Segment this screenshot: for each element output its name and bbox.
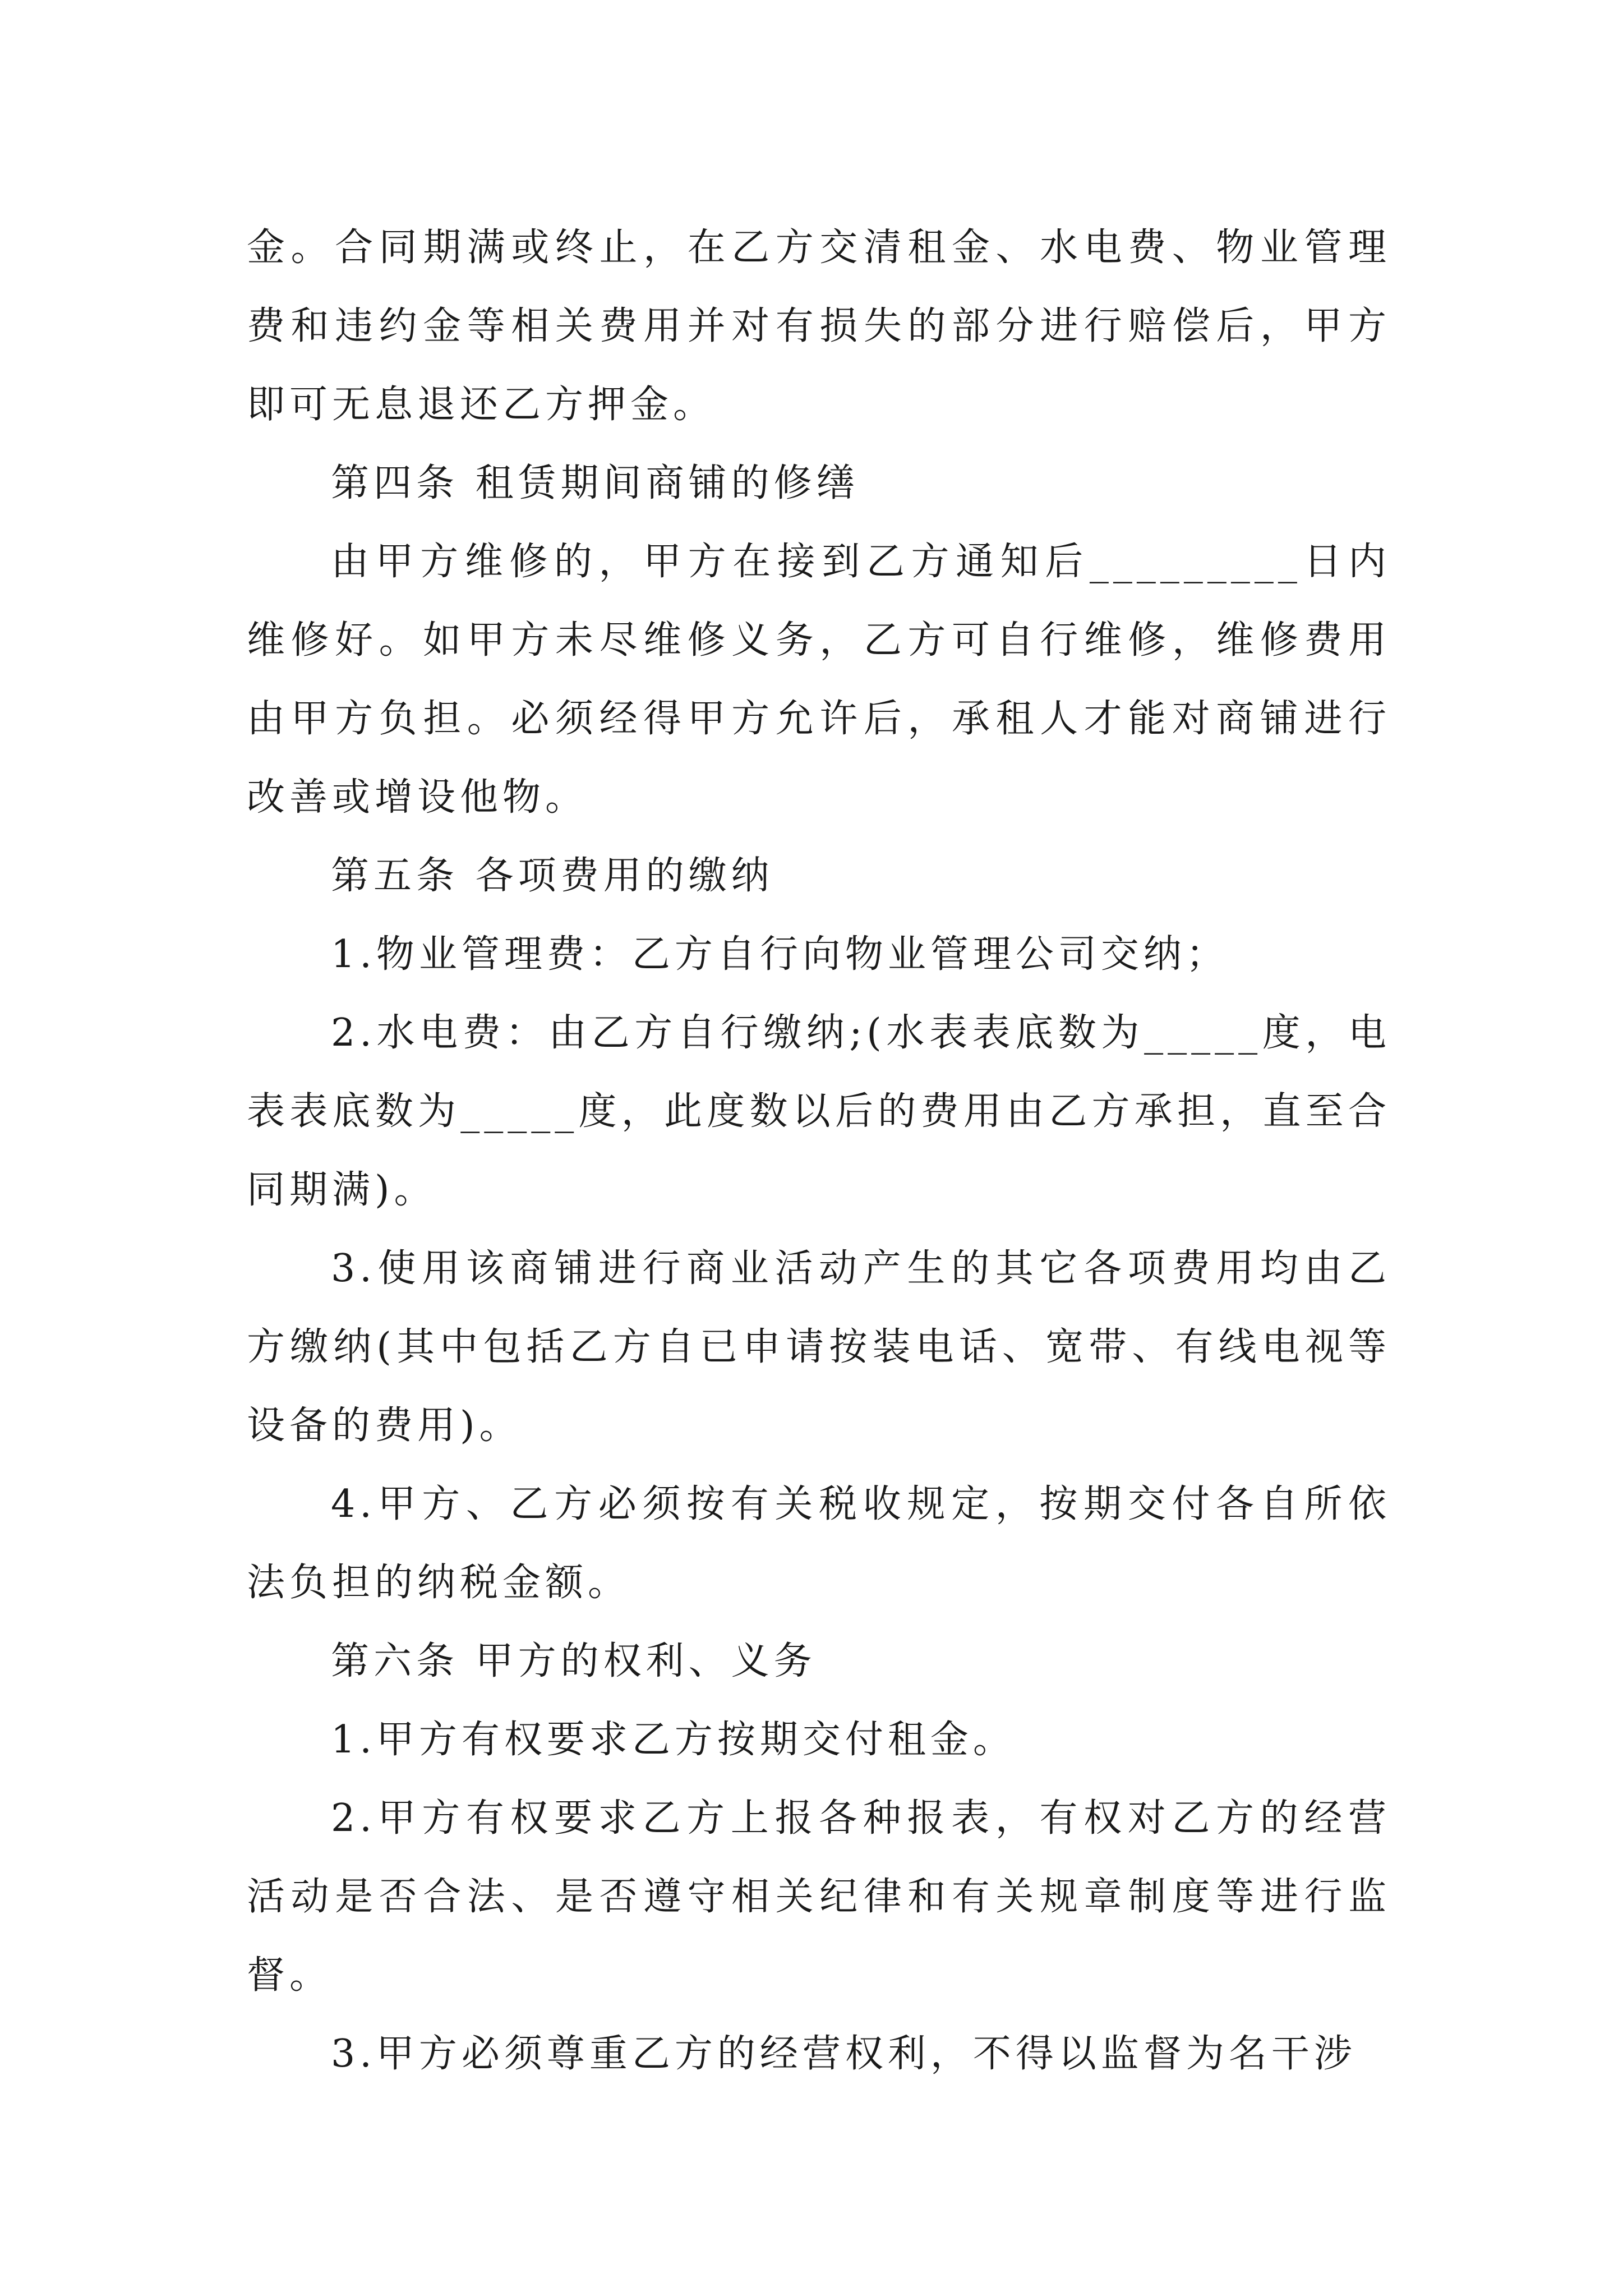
paragraph-respect-operation: 3.甲方必须尊重乙方的经营权利，不得以监督为名干涉 — [331, 2032, 1357, 2076]
document-body — [247, 209, 1391, 2093]
heading-article-5: 第五条 各项费用的缴纳 — [331, 854, 774, 898]
heading-article-6: 第六条 甲方的权利、义务 — [331, 1639, 817, 1683]
heading-article-4: 第四条 租赁期间商铺的修缮 — [331, 461, 859, 505]
paragraph-supervision-right: 2.甲方有权要求乙方上报各种报表，有权对乙方的经营活动是否合法、是否遵守相关纪律和有关规章制度等进行监督。 — [247, 1796, 1391, 1998]
paragraph-taxes: 4.甲方、乙方必须按有关税收规定，按期交付各自所依法负担的纳税金额。 — [247, 1482, 1391, 1605]
paragraph-deposit-refund: 金。合同期满或终止，在乙方交清租金、水电费、物业管理费和违约金等相关费用并对有损失的部分进行赔偿后，甲方即可无息退还乙方押金。 — [247, 226, 1391, 427]
paragraph-utility-fee: 2.水电费：由乙方自行缴纳;(水表表底数为_____度，电表表底数为_____度，此度数以后的费用由乙方承担，直至合同期满)。 — [247, 1011, 1391, 1212]
paragraph-repair-terms: 由甲方维修的，甲方在接到乙方通知后_________日内维修好。如甲方未尽维修义务，乙方可自行维修，维修费用由甲方负担。必须经得甲方允许后，承租人才能对商铺进行改善或增设他物。 — [247, 540, 1391, 820]
paragraph-other-fees: 3.使用该商铺进行商业活动产生的其它各项费用均由乙方缴纳(其中包括乙方自已申请按装电话、宽带、有线电视等设备的费用)。 — [247, 1246, 1391, 1448]
paragraph-rent-collection-right: 1.甲方有权要求乙方按期交付租金。 — [331, 1718, 1016, 1762]
paragraph-property-fee: 1.物业管理费：乙方自行向物业管理公司交纳； — [331, 932, 1229, 977]
